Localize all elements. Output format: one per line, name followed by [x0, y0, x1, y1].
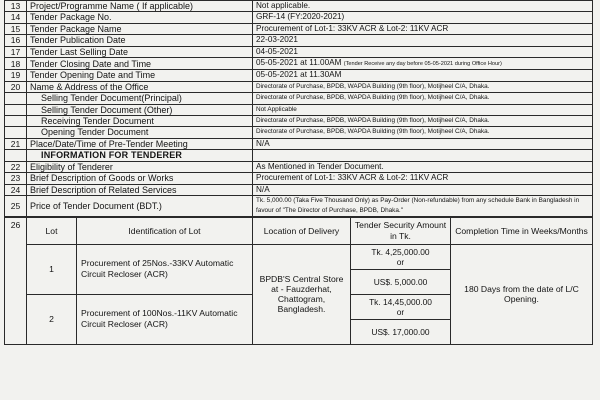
table-row: [5, 93, 593, 104]
row-number: [5, 150, 27, 161]
row-number: [5, 93, 27, 104]
lot-number: 2: [27, 294, 77, 344]
lot-number: 1: [27, 244, 77, 294]
security-tk-value: Tk. 4,25,000.00: [371, 246, 430, 257]
row-number: 15: [5, 23, 27, 34]
row-number: 25: [5, 195, 27, 216]
row-number: 23: [5, 173, 27, 184]
closing-note: (Tender Receive any day before 05-05-2021 during Office Hour): [343, 61, 502, 68]
security-or: or: [396, 256, 405, 267]
table-row: [5, 23, 593, 34]
row-value: Directorate of Purchase, BPDB, WAPDA Building (9th floor), Motijheel C/A, Dhaka.: [253, 93, 593, 104]
row-number: 18: [5, 58, 27, 70]
row-label: Place/Date/Time of Pre-Tender Meeting: [27, 138, 253, 149]
security-amount-tk: [351, 294, 451, 319]
table-row: [5, 1, 593, 12]
row-number: 17: [5, 46, 27, 57]
security-amount-usd: US$. 5,000.00: [351, 269, 451, 294]
table-row: [5, 173, 593, 184]
table-row: [5, 58, 593, 70]
row-label: Tender Opening Date and Time: [27, 70, 253, 81]
table-row: [5, 35, 593, 46]
row-value: [253, 150, 593, 161]
row-label: Brief Description of Related Services: [27, 184, 253, 195]
row-value: Procurement of Lot-1: 33KV ACR & Lot-2: 11KV ACR: [253, 23, 593, 34]
location-header: Location of Delivery: [253, 217, 351, 244]
row-number: 20: [5, 81, 27, 92]
row-label: Eligibility of Tenderer: [27, 161, 253, 172]
tender-info-table: [4, 0, 593, 217]
security-or: or: [396, 306, 405, 317]
row-label: Tender Package No.: [27, 12, 253, 23]
row-label: Price of Tender Document (BDT.): [27, 195, 253, 216]
row-number: [5, 104, 27, 115]
closing-date-time: 05-05-2021 at 11.00AM: [256, 58, 342, 68]
row-number: 21: [5, 138, 27, 149]
row-label: Tender Closing Date and Time: [27, 58, 253, 70]
row-value: N/A: [253, 184, 593, 195]
row-number: 22: [5, 161, 27, 172]
row-number: 26: [5, 217, 27, 344]
lots-table: [4, 217, 593, 345]
row-number: [5, 116, 27, 127]
row-value: Directorate of Purchase, BPDB, WAPDA Building (9th floor), Motijheel C/A, Dhaka.: [253, 127, 593, 138]
row-value: GRF-14 (FY:2020-2021): [253, 12, 593, 23]
lot-row: [5, 244, 593, 269]
row-label: Project/Programme Name ( If applicable): [27, 1, 253, 12]
security-amount-tk: [351, 244, 451, 269]
row-label: Selling Tender Document (Other): [27, 104, 253, 115]
table-row: [5, 70, 593, 81]
row-number: 14: [5, 12, 27, 23]
row-number: [5, 127, 27, 138]
row-value: Directorate of Purchase, BPDB, WAPDA Building (9th floor), Motijheel C/A, Dhaka.: [253, 81, 593, 92]
row-number: 13: [5, 1, 27, 12]
row-number: 16: [5, 35, 27, 46]
row-value: Not applicable.: [253, 1, 593, 12]
security-amount-usd: US$. 17,000.00: [351, 319, 451, 344]
security-tk-value: Tk. 14,45,000.00: [369, 296, 432, 307]
table-row: [5, 116, 593, 127]
row-value-with-note: [253, 58, 593, 70]
lot-identification: Procurement of 100Nos.-11KV Automatic Circuit Recloser (ACR): [77, 294, 253, 344]
row-label: Selling Tender Document(Principal): [27, 93, 253, 104]
table-row: [5, 161, 593, 172]
row-value: As Mentioned in Tender Document.: [253, 161, 593, 172]
table-row: [5, 104, 593, 115]
row-label: Brief Description of Goods or Works: [27, 173, 253, 184]
lots-header-row: [5, 217, 593, 244]
row-label: Receiving Tender Document: [27, 116, 253, 127]
row-value: 22-03-2021: [253, 35, 593, 46]
row-label: Opening Tender Document: [27, 127, 253, 138]
table-row: [5, 81, 593, 92]
table-row: [5, 127, 593, 138]
delivery-location: BPDB'S Central Store at - Fauzderhat, Chattogram, Bangladesh.: [253, 244, 351, 344]
row-label: Tender Package Name: [27, 23, 253, 34]
table-row: [5, 138, 593, 149]
row-number: 19: [5, 70, 27, 81]
completion-header: Completion Time in Weeks/Months: [451, 217, 593, 244]
row-label: Name & Address of the Office: [27, 81, 253, 92]
row-label: Tender Publication Date: [27, 35, 253, 46]
section-header-row: [5, 150, 593, 161]
table-row: [5, 46, 593, 57]
row-value: 05-05-2021 at 11.30AM: [253, 70, 593, 81]
row-value: N/A: [253, 138, 593, 149]
row-value: Procurement of Lot-1: 33KV ACR & Lot-2: 11KV ACR: [253, 173, 593, 184]
row-value: Not Applicable: [253, 104, 593, 115]
table-row: [5, 195, 593, 216]
row-number: 24: [5, 184, 27, 195]
identification-header: Identification of Lot: [77, 217, 253, 244]
table-row: [5, 184, 593, 195]
completion-time: 180 Days from the date of L/C Opening.: [451, 244, 593, 344]
section-title: INFORMATION FOR TENDERER: [27, 150, 253, 161]
security-header: Tender Security Amount in Tk.: [351, 217, 451, 244]
table-row: [5, 12, 593, 23]
lot-identification: Procurement of 25Nos.-33KV Automatic Circuit Recloser (ACR): [77, 244, 253, 294]
row-label: Tender Last Selling Date: [27, 46, 253, 57]
row-value: Directorate of Purchase, BPDB, WAPDA Building (9th floor), Motijheel C/A, Dhaka.: [253, 116, 593, 127]
row-value: 04-05-2021: [253, 46, 593, 57]
lot-header: Lot: [27, 217, 77, 244]
row-value: Tk. 5,000.00 (Taka Five Thousand Only) as Pay-Order (Non-refundable) from any schedule Bank in Bangladesh in favour of "The Director of Purchase, BPDB, Dhaka.": [253, 195, 593, 216]
